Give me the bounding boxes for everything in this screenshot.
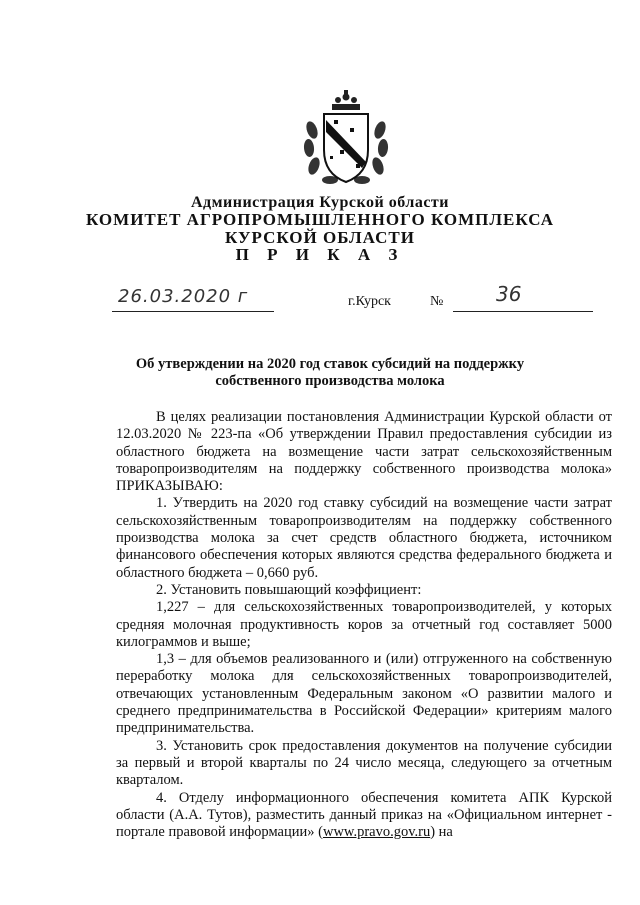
paragraph-2: 2. Установить повышающий коэффициент: [156,581,422,598]
kursk-coat-of-arms-icon [300,90,392,188]
intro-paragraph: В целях реализации постановления Администрации Курской области от 12.03.2020 № 223-па «Об утверждении Правил предоставления субсидии из областного бюджета на возмещение части затрат сельскохозяйственным товаропроизводителям на поддержку собственного производства молока» ПРИКАЗЫВАЮ: [116,409,612,495]
paragraph-2b: 1,3 – для объемов реализованного и (или) отгруженного на собственную переработку молока для сельскохозяйственных товаропроизводителей, отвечающих установленным Федеральным законом «О развитии малого и среднего предпринимательства в Российской Федерации» критериям малого предпринимательства. [116,651,612,737]
pravo-gov-link[interactable]: www.pravo.gov.ru [322,824,431,841]
document-type: П Р И К А З [235,245,405,264]
paragraph-4-end: ) на [430,824,453,841]
order-body [116,409,612,841]
committee-name-line1: КОМИТЕТ АГРОПРОМЫШЛЕННОГО КОМПЛЕКСА [86,210,554,229]
committee-name-line2: КУРСКОЙ ОБЛАСТИ [225,228,415,247]
paragraph-4 [116,790,612,842]
paragraph-3: 3. Установить срок предоставления документов на получение субсидии за первый и второй кварталы по 24 число месяца, следующего за отчетным кварталом. [116,737,612,789]
title-line1: Об утверждении на 2020 год ставок субсидий на поддержку [135,356,525,372]
title-line2: собственного производства молока [215,373,445,389]
number-sign: № [430,294,444,309]
order-date: 26.03.2020 г [118,286,249,307]
order-number: 36 [496,282,522,306]
order-title [100,356,560,390]
paragraph-1: 1. Утвердить на 2020 год ставку субсидий на возмещение части затрат сельскохозяйственным товаропроизводителям на поддержку собственного производства молока за счет средств областного бюджета, источником финансового обеспечения которых являются средства федерального бюджета и областного бюджета – 0,660 руб. [116,495,612,581]
paragraph-4-text: 4. Отделу информационного обеспечения комитета АПК Курской области (А.А. Тутов), разместить данный приказ на «Официальном интернет - портале правовой информации» ( [116,789,612,841]
order-city: г.Курск [348,294,391,309]
paragraph-2a: 1,227 – для сельскохозяйственных товаропроизводителей, у которых средняя молочная продуктивность коров за отчетный год составляет 5000 килограммов и выше; [116,599,612,650]
administration-name: Администрация Курской области [190,194,450,211]
number-underline [453,287,593,312]
